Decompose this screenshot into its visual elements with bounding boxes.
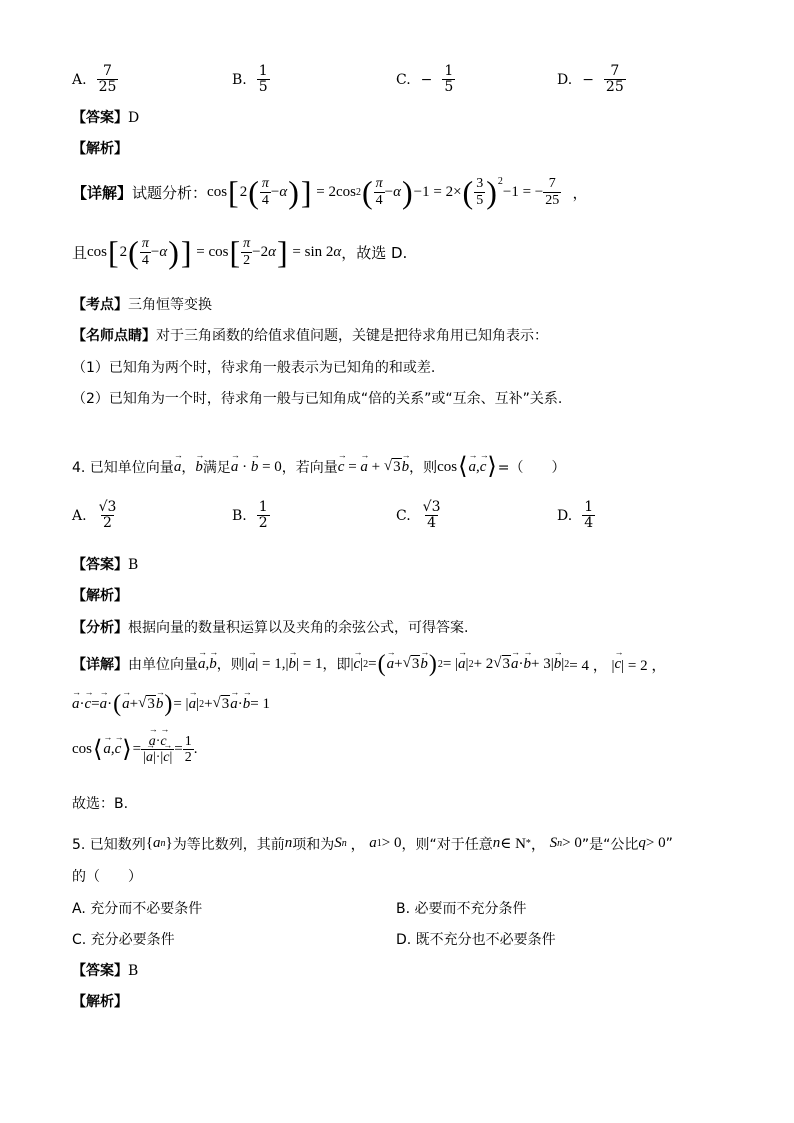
answer-value: D: [128, 110, 140, 126]
analysis-tag: 【解析】: [72, 994, 128, 1010]
detail-lead: 试题分析：: [132, 183, 208, 202]
option-label: A.: [72, 71, 87, 88]
q5-option-b: B. 必要而不充分条件: [396, 901, 527, 917]
q3-point-1: （1）已知角为两个时，待求角一般表示为已知角的和或差.: [72, 360, 436, 376]
stem-mid: ”是“公比: [581, 836, 639, 853]
math-vec-b: → b: [195, 459, 203, 476]
fraction: [257, 64, 270, 96]
math-expression: → c = → a + √ 3 → b: [338, 458, 409, 476]
mingshi-text: 对于三角函数的给值求值问题，关键是把待求角用已知角表示：: [156, 328, 548, 344]
minus-sign: −: [582, 71, 594, 88]
fraction: [582, 500, 595, 532]
q3-kaodian: [72, 297, 212, 314]
q3-option-c: [396, 64, 455, 96]
stem-prefix: 5. 已知数列: [72, 836, 146, 853]
math-expression: cos [ 2 ( $\frac{\pi}{4}$ − α ) ] = 2cos 2 ( $\frac{\pi}{4}$ − α ) −1 = 2× ( $\frac{3}{5}$ ) $^2$ −1 = − $\frac{7}{25}$ ，: [207, 174, 588, 210]
math-expression: | → c | 2 = ( → a + √ 3 → b ) 2 = | → a | 2 + 2 √ 3 → a · → b + 3| → b | 2 = 4 ， | → c | = 2 ，: [350, 652, 666, 676]
q4-detail-line-2: [72, 692, 270, 716]
option-label: D.: [557, 71, 573, 88]
denominator: 4: [427, 515, 437, 532]
q3-option-a: [72, 64, 118, 96]
option-label: C.: [396, 71, 411, 88]
math-expression: { a n }: [145, 835, 173, 851]
math-expression: cos [ 2 ( $\frac{\pi}{4}$ − α ) ] = cos [ $\frac{\pi}{2}$ −2 α ] = sin 2 α: [87, 234, 342, 270]
math-expression: cos ⟨ → a , → c ⟩ = → $\frac{a\cdot\to c}{|\to a|\cdot|\to c|}$ = $\frac{1}{2}$ .: [72, 734, 197, 766]
q3-answer: [72, 110, 139, 127]
q5-option-c: C. 充分必要条件: [72, 932, 175, 948]
q4-stem: [72, 455, 566, 479]
q4-fenxi: [72, 620, 468, 637]
option-label: B.: [232, 507, 247, 524]
q4-option-a: [72, 500, 118, 532]
fraction: [604, 64, 626, 96]
math-expression: q > 0: [638, 835, 666, 851]
fraction: [257, 500, 270, 532]
q4-option-b: [232, 500, 270, 532]
fraction: [97, 64, 119, 96]
math-expression: S n ， a 1 > 0: [334, 835, 402, 853]
analysis-tag: 【解析】: [72, 588, 128, 604]
mingshi-tag: 【名师点睛】: [72, 328, 156, 344]
fenxi-tag: 【分析】: [72, 620, 128, 636]
option-label: B.: [232, 71, 247, 88]
option-label: D.: [557, 507, 573, 524]
q5-analysis-tag: [72, 994, 128, 1011]
option-label: A.: [72, 507, 87, 524]
denominator: 2: [258, 515, 268, 532]
denominator: 4: [584, 515, 594, 532]
q3-detail-formula-1: [72, 176, 588, 208]
option-label: C.: [396, 507, 411, 524]
q4-detail-line-1: [72, 652, 666, 676]
detail-ji: ，即: [322, 657, 351, 673]
q5-option-a: A. 充分而不必要条件: [72, 901, 203, 917]
answer-tag: 【答案】: [72, 110, 128, 126]
detail-then: ，则: [216, 657, 245, 673]
math-expression: → a , → b: [198, 656, 217, 673]
denominator: 2: [103, 515, 112, 532]
answer-value: B: [128, 963, 139, 979]
math-expression: n: [284, 835, 293, 851]
numerator: 7: [610, 63, 620, 79]
q4-result: 故选：B.: [72, 796, 129, 812]
q3-option-b: [232, 64, 270, 96]
stem-mid: ，若向量: [281, 460, 338, 476]
q5-answer: [72, 963, 138, 980]
denominator: 5: [258, 79, 268, 96]
math-expression: n ∈ N * ， S n > 0: [492, 835, 582, 853]
stem-mid: ，则“对于任意: [401, 836, 493, 853]
denominator: 5: [444, 79, 454, 96]
kaodian-tag: 【考点】: [72, 297, 128, 313]
minus-sign: −: [420, 71, 433, 88]
q4-option-c: [396, 500, 443, 532]
math-vec-a: → a: [174, 459, 182, 476]
q3-analysis-tag: [72, 141, 128, 158]
numerator: √3: [98, 499, 117, 515]
numerator: 1: [584, 499, 594, 515]
q4-detail-line-3: [72, 734, 197, 766]
detail-tag: 【详解】: [72, 657, 128, 673]
numerator: 1: [258, 63, 268, 79]
stem-mid: ，: [181, 460, 196, 476]
q3-point-2: （2）已知角为一个时，待求角一般与已知角成“倍的关系”或“互余、互补”关系.: [72, 391, 563, 407]
analysis-tag: 【解析】: [72, 141, 128, 157]
numerator: 1: [444, 63, 454, 79]
q5-stem: [72, 833, 673, 854]
q3-option-d: [557, 64, 626, 96]
q5-option-d: D. 既不充分也不必要条件: [396, 932, 556, 948]
numerator: 1: [258, 499, 268, 515]
stem-mid: 为等比数列，其前: [172, 836, 285, 853]
q5-stem-line-2: 的（ ）: [72, 869, 142, 885]
math-expression: → a · → b = 0: [231, 459, 282, 476]
q3-mingshi: [72, 328, 548, 345]
answer-value: B: [128, 557, 139, 573]
fenxi-text: 根据向量的数量积运算以及夹角的余弦公式，可得答案.: [128, 620, 469, 636]
stem-tail: =（ ）: [497, 460, 566, 476]
detail-line2-lead: 且: [72, 243, 88, 262]
q3-detail-formula-2: [72, 236, 407, 268]
fraction: [97, 500, 119, 532]
numerator: √3: [422, 499, 441, 515]
numerator: 7: [103, 63, 112, 79]
denominator: 25: [605, 79, 624, 96]
math-expression: cos ⟨ → a , → c ⟩: [437, 455, 498, 479]
fraction: [421, 500, 443, 532]
stem-mid: 项和为: [292, 836, 335, 853]
answer-tag: 【答案】: [72, 963, 128, 979]
q4-option-d: [557, 500, 595, 532]
fraction: [442, 64, 455, 96]
answer-tag: 【答案】: [72, 557, 128, 573]
kaodian-text: 三角恒等变换: [128, 297, 212, 313]
q4-analysis-tag: [72, 588, 128, 605]
denominator: 25: [98, 79, 117, 96]
q4-answer: [72, 557, 138, 574]
stem-end: ”: [665, 835, 673, 852]
stem-prefix: 4. 已知单位向量: [72, 460, 174, 476]
detail-lead: 由单位向量: [128, 657, 198, 673]
math-expression: → a · → c = → a · ( → a + √ 3 → b ) = | → a | 2 + √ 3 → a · → b = 1: [72, 692, 270, 716]
stem-mid: ，则: [409, 460, 438, 476]
detail-tag: 【详解】: [72, 183, 133, 202]
detail-line2-tail: ，故选 D.: [341, 243, 408, 262]
stem-mid: 满足: [202, 460, 231, 476]
math-expression: | → a | = 1,| → b | = 1: [245, 656, 323, 673]
